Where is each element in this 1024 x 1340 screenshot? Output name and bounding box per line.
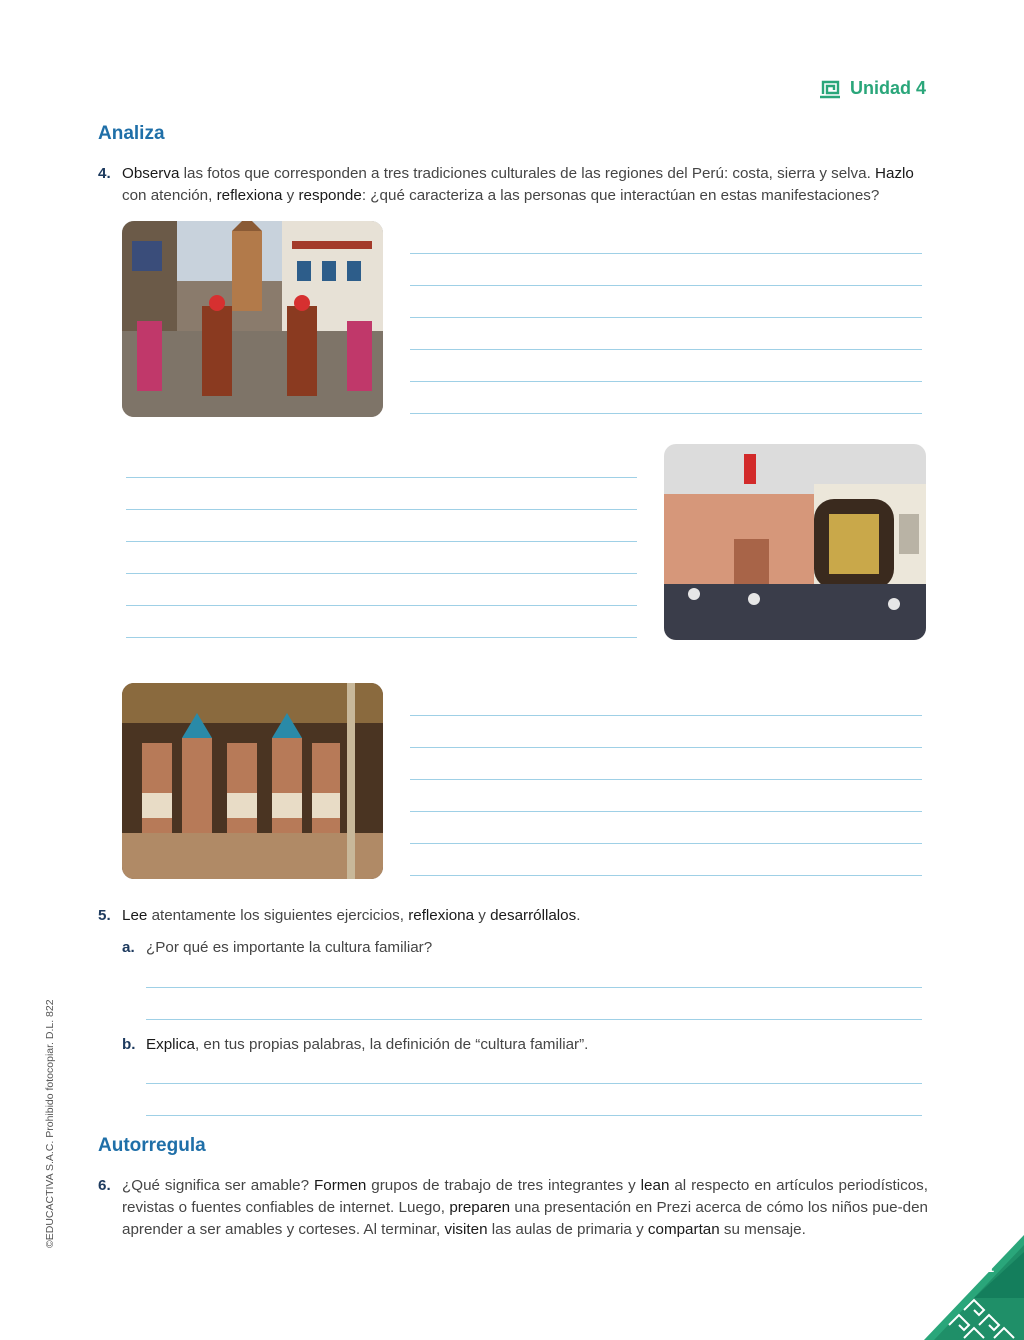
question-text: ¿Qué significa ser amable? Formen grupos de trabajo de tres integrantes y lean al respecto en artículos periodísticos, revistas o fuentes confiables de internet. Luego, preparen una presentación en Prezi acerca de cómo los niños pue-den aprender a ser amables y corteses. Al terminar, visiten las aulas de primaria y compartan su mensaje.: [122, 1177, 928, 1238]
question-text: Observa las fotos que corresponden a tres tradiciones culturales de las regiones del Perú: costa, sierra y selva. Hazlo con atención, reflexiona y responde: ¿qué caracteriza a las personas que interactúan en estas manifestaciones?: [122, 165, 914, 204]
corner-decoration-icon: [924, 1190, 1024, 1340]
page-number: 31: [980, 1261, 994, 1275]
answer-lines-2[interactable]: [126, 446, 637, 638]
copyright-notice: ©EDUCACTIVA S.A.C. Prohibido fotocopiar. D.L. 822: [44, 999, 56, 1248]
answer-lines-5b[interactable]: [146, 1052, 922, 1116]
question-6: [98, 1175, 928, 1241]
question-number: 4.: [98, 165, 111, 182]
question-4: [98, 163, 928, 207]
answer-lines-1[interactable]: [410, 222, 922, 414]
unit-header: [818, 78, 926, 99]
photo-sierra-festival: [122, 221, 383, 417]
sub-text: ¿Por qué es importante la cultura familiar?: [146, 939, 433, 956]
question-5: [98, 905, 928, 927]
sub-letter: b.: [122, 1036, 136, 1053]
photo-selva-dance: [122, 683, 383, 879]
question-number: 5.: [98, 907, 111, 924]
sub-text: Explica, en tus propias palabras, la definición de “cultura familiar”.: [146, 1036, 589, 1053]
section-title-autorregula: Autorregula: [98, 1135, 206, 1156]
question-text: Lee atentamente los siguientes ejercicios, reflexiona y desarróllalos.: [122, 907, 581, 924]
section-title-analiza: Analiza: [98, 123, 165, 144]
question-number: 6.: [98, 1177, 111, 1194]
greek-key-icon: [818, 79, 842, 99]
answer-lines-5a[interactable]: [146, 956, 922, 1020]
photo-costa-procession: [664, 444, 926, 640]
answer-lines-3[interactable]: [410, 684, 922, 876]
unit-label: Unidad 4: [849, 78, 926, 98]
sub-letter: a.: [122, 939, 135, 956]
